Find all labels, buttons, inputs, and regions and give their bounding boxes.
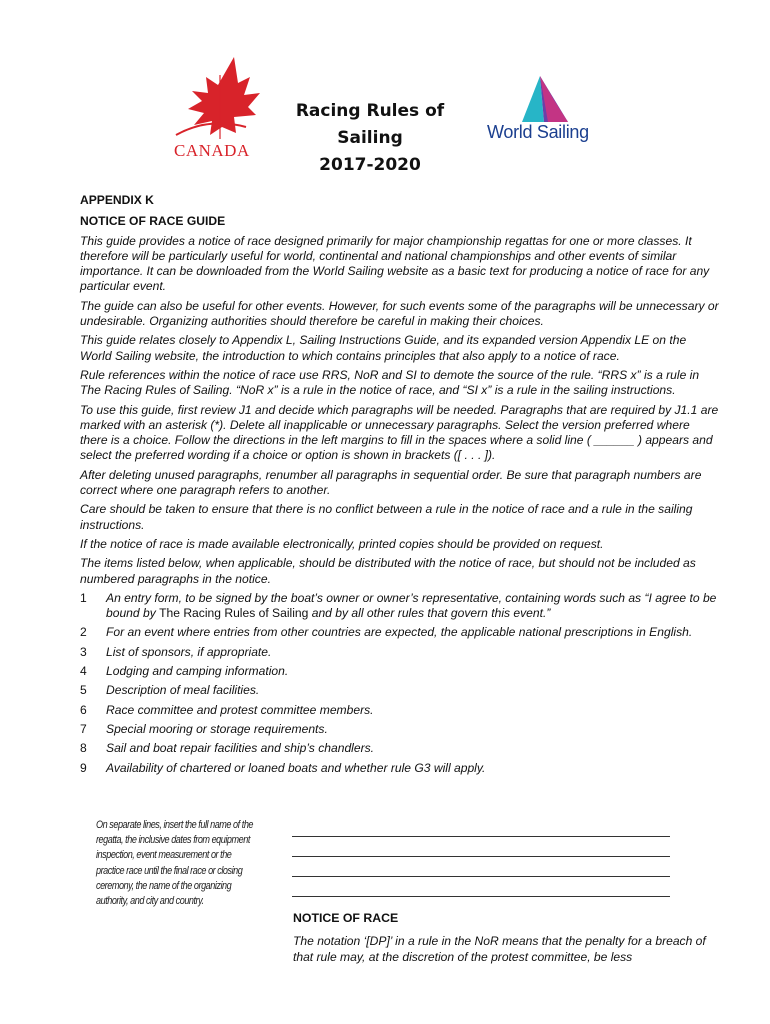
list-item-number: 2 bbox=[80, 625, 87, 640]
list-item bbox=[80, 591, 720, 622]
intro-paragraph: This guide provides a notice of race designed primarily for major championship regattas for one or more classes. It therefore will be particularly useful for world, continental and national championships and other events of similar importance. It can be downloaded from the World Sailing website as a basic text for producing a notice of race for any particular event. bbox=[80, 233, 710, 294]
items-list bbox=[80, 591, 720, 776]
electronic-paragraph: If the notice of race is made available electronically, printed copies should be provided on request. bbox=[80, 536, 604, 551]
title-line-2: 2017-2020 bbox=[319, 155, 421, 175]
usage-paragraph: To use this guide, first review J1 and decide which paragraphs will be needed. Paragraphs that are required by J1.1 are marked with an asterisk (*). Delete all inapplicable or unnecessary paragraphs. Select the version preferred where there is a choice. Follow the directions in the left margins to fill in the spaces where a solid line ( ______ ) appears and select the preferred wording if a choice or option is shown in brackets ([ . . . ]). bbox=[80, 402, 719, 463]
list-item-text: Sail and boat repair facilities and ship’s chandlers. bbox=[106, 741, 375, 756]
list-item bbox=[80, 703, 720, 718]
world-sailing-logo-text: World Sailing bbox=[487, 122, 589, 142]
dates-fill-line[interactable] bbox=[292, 856, 670, 857]
list-item-text: An entry form, to be signed by the boat’s owner or owner’s representative, containing words such as “I agree to be bound by bbox=[106, 590, 717, 621]
city-country-fill-line[interactable] bbox=[292, 896, 670, 897]
list-item bbox=[80, 683, 720, 698]
appendix-heading: APPENDIX K bbox=[80, 193, 154, 207]
list-item-text: Description of meal facilities. bbox=[106, 683, 260, 698]
list-item bbox=[80, 645, 720, 660]
rule-references-paragraph: Rule references within the notice of race use RRS, NoR and SI to demote the source of the rule. “RRS x” is a rule in The Racing Rules of Sailing. “NoR x” is a rule in the notice of race, and “SI x” is a rule in the sailing instructions. bbox=[80, 367, 700, 398]
list-item-text: List of sponsors, if appropriate. bbox=[106, 644, 272, 659]
canada-logo-text: CANADA bbox=[174, 141, 250, 160]
list-item bbox=[80, 664, 720, 679]
notice-of-race-heading: NOTICE OF RACE bbox=[293, 911, 399, 925]
list-item-number: 1 bbox=[80, 590, 87, 605]
title-line-1: Racing Rules of Sailing bbox=[295, 101, 445, 148]
list-item-text-end: and by all other rules that govern this event.” bbox=[308, 606, 551, 621]
document-body bbox=[80, 193, 720, 780]
other-events-paragraph: The guide can also be useful for other events. However, for such events some of the paragraphs will be unnecessary or undesirable. Organizing authorities should therefore be careful in making their choices. bbox=[80, 298, 719, 329]
list-item-number: 9 bbox=[80, 760, 87, 775]
renumber-paragraph: After deleting unused paragraphs, renumber all paragraphs in sequential order. Be sure that paragraph numbers are correct where one paragraph refers to another. bbox=[80, 467, 702, 498]
list-item bbox=[80, 761, 720, 776]
list-item-number: 3 bbox=[80, 644, 87, 659]
organizing-authority-fill-line[interactable] bbox=[292, 876, 670, 877]
list-item-number: 4 bbox=[80, 664, 87, 679]
items-intro-paragraph: The items listed below, when applicable, should be distributed with the notice of race, but should not be included as numbered paragraphs in the notice. bbox=[80, 556, 696, 586]
list-item-number: 6 bbox=[80, 702, 87, 717]
conflict-paragraph: Care should be taken to ensure that there is no conflict between a rule in the notice of race and a rule in the sailing instructions. bbox=[80, 502, 693, 532]
appendix-l-paragraph: This guide relates closely to Appendix L, Sailing Instructions Guide, and its expanded version Appendix LE on the World Sailing website, the introduction to which contains principles that also apply to a notice of race. bbox=[80, 333, 687, 363]
section-heading: NOTICE OF RACE GUIDE bbox=[80, 214, 226, 229]
list-item-text: Lodging and camping information. bbox=[106, 664, 289, 679]
document-title bbox=[270, 98, 470, 179]
regatta-name-fill-line[interactable] bbox=[292, 836, 670, 837]
list-item-text: Race committee and protest committee members. bbox=[106, 702, 374, 717]
list-item bbox=[80, 741, 720, 756]
list-item-text: For an event where entries from other countries are expected, the applicable national prescriptions in English. bbox=[106, 625, 693, 640]
list-item-number: 7 bbox=[80, 721, 87, 736]
book-title: The Racing Rules of Sailing bbox=[159, 606, 309, 621]
list-item-number: 8 bbox=[80, 741, 87, 756]
margin-instruction-note: On separate lines, insert the full name of the regatta, the inclusive dates from equipment inspection, event measurement or the practice race until the final race or closing ceremony, the name of the organizing authority, and city and country. bbox=[96, 819, 254, 908]
list-item-text: Special mooring or storage requirements. bbox=[106, 721, 328, 736]
list-item bbox=[80, 625, 720, 640]
list-item-text: Availability of chartered or loaned boats and whether rule G3 will apply. bbox=[106, 760, 486, 775]
notice-of-race-text: The notation ‘[DP]’ in a rule in the NoR means that the penalty for a breach of that rule may, at the discretion of the protest committee, be less bbox=[293, 934, 706, 964]
list-item-number: 5 bbox=[80, 683, 87, 698]
list-item bbox=[80, 722, 720, 737]
